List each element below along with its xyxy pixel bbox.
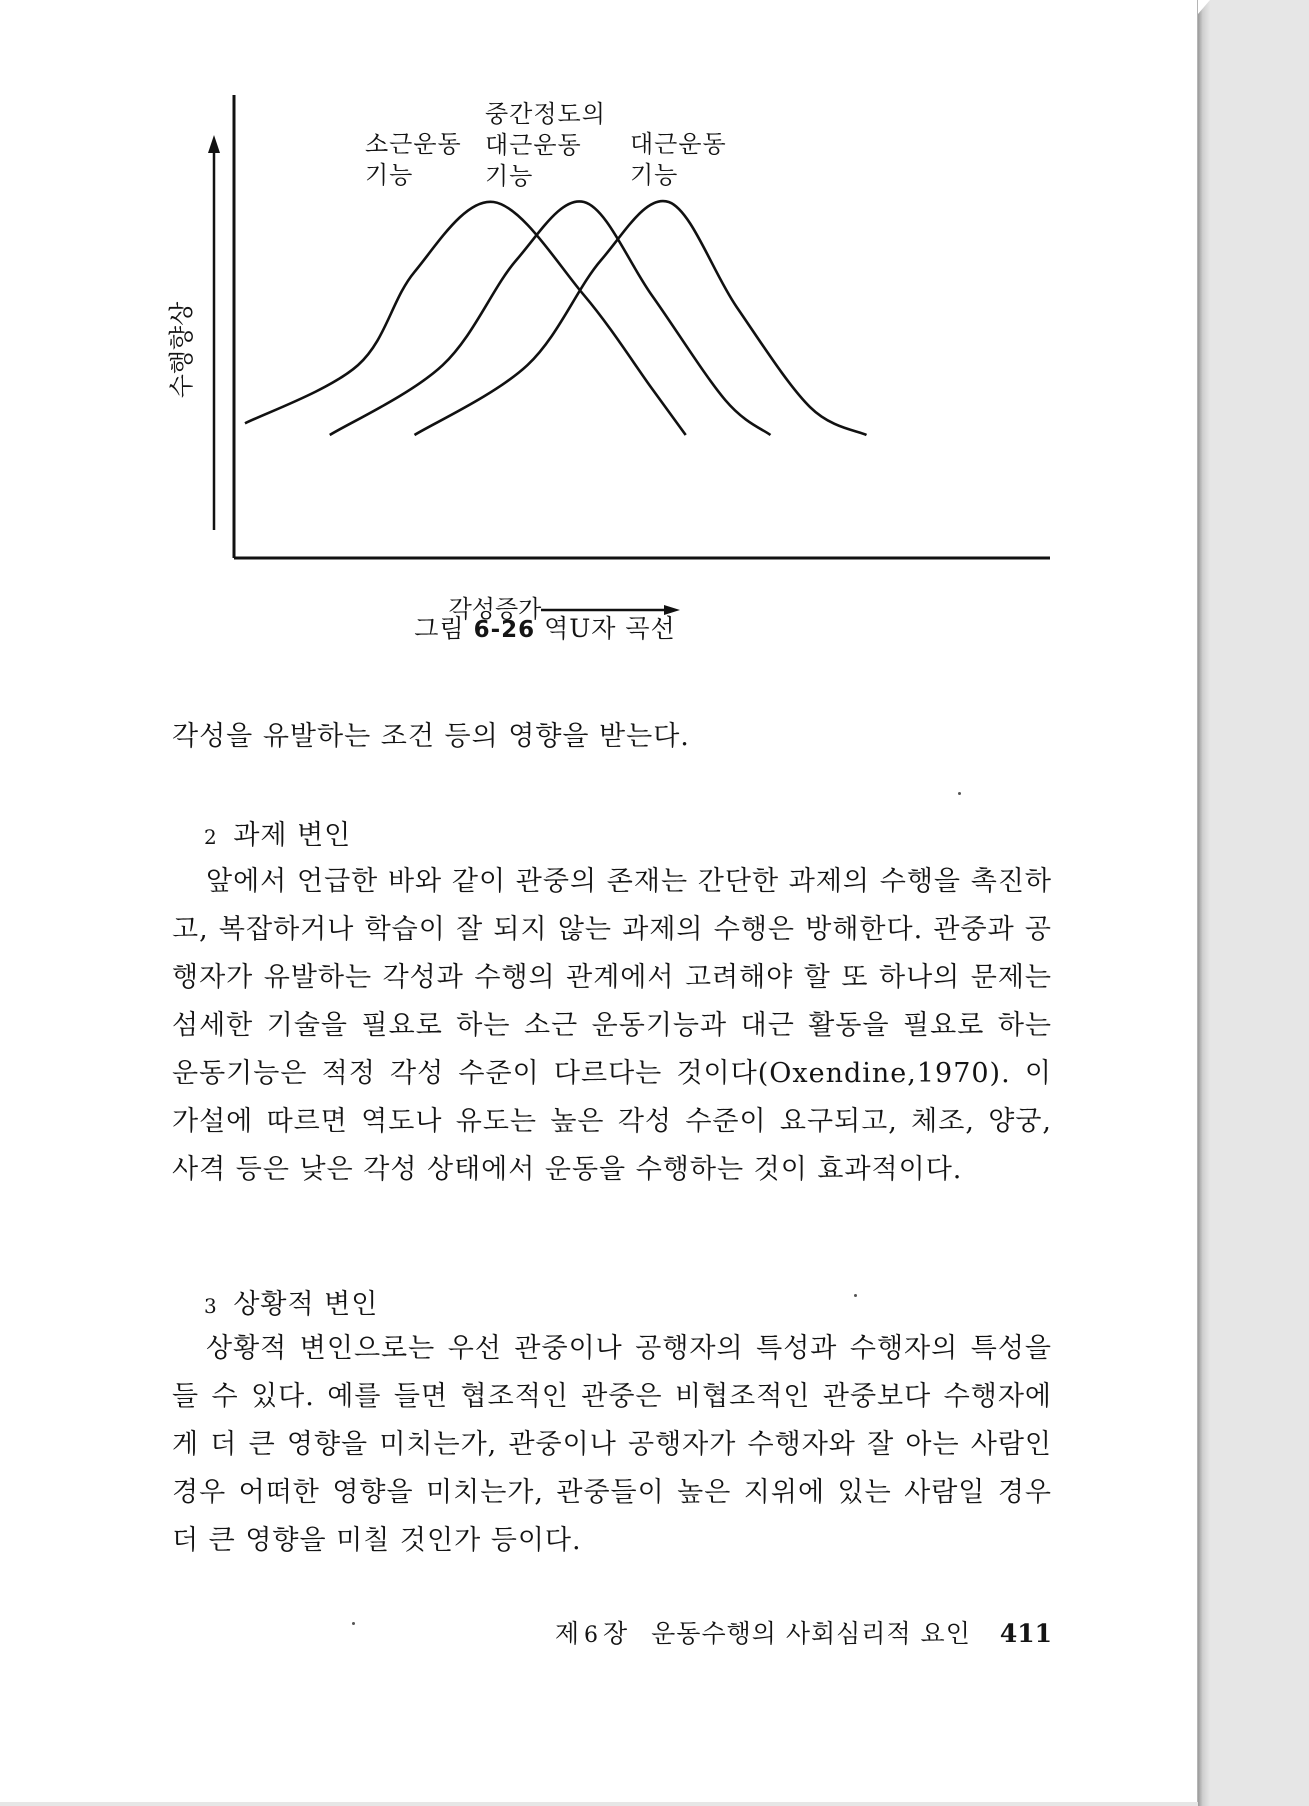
chapter-suffix: 장 — [603, 1619, 629, 1648]
speck — [958, 792, 961, 795]
section-2-body — [172, 858, 1052, 1194]
y-axis-label: 수행향상 — [167, 301, 196, 399]
paragraph-continue — [172, 713, 1052, 761]
curve-label-2-line-1: 중간정도의 — [485, 100, 606, 128]
caption-prefix: 그림 — [414, 614, 465, 643]
curve-label-1-line-2: 기능 — [365, 161, 414, 189]
curve-label-2-line-3: 기능 — [485, 162, 534, 190]
section-2-paragraph: 앞에서 언급한 바와 같이 관중의 존재는 간단한 과제의 수행을 촉진하고, 복잡하거나 학습이 잘 되지 않는 과제의 수행은 방해한다. 관중과 공행자가 유발하는 각성과 수행의 관계에서 고려해야 할 또 하나의 문제는 섬세한 기술을 필요로 하는 소근 운동기능과 대근 활동을 필요로 하는 운동기능은 적정 각성 수준이 다르다는 것이다(Oxendine,1970). 이 가설에 따르면 역도나 유도는 높은 각성 수준이 요구되고, 체조, 양궁, 사격 등은 낮은 각성 상태에서 운동을 수행하는 것이 효과적이다. — [172, 866, 1052, 1185]
curve-labels — [365, 100, 727, 190]
chapter-number: 6 — [584, 1623, 600, 1648]
caption-text: 역U자 곡선 — [544, 614, 676, 643]
curve-label-2-line-2: 대근운동 — [485, 131, 582, 159]
section-3-heading — [204, 1282, 378, 1321]
curve-series-3 — [415, 201, 867, 435]
section-3-number: 3 — [204, 1294, 218, 1318]
inverted-u-chart — [150, 95, 1070, 655]
curves — [245, 201, 867, 435]
figure-caption — [150, 609, 940, 645]
curve-label-3-line-1: 대근운동 — [630, 130, 727, 158]
curve-series-2 — [330, 201, 771, 435]
running-footer — [172, 1614, 1052, 1650]
chapter-title: 운동수행의 사회심리적 요인 — [651, 1619, 971, 1648]
section-3-body — [172, 1325, 1052, 1565]
speck — [352, 1622, 355, 1625]
chapter-prefix: 제 — [554, 1619, 581, 1648]
section-3-title: 상황적 변인 — [233, 1289, 379, 1320]
page-edge — [1198, 0, 1210, 1806]
section-2-heading — [204, 813, 351, 852]
page-number: 411 — [999, 1619, 1052, 1648]
speck — [854, 1294, 857, 1297]
y-axis-arrow-head — [208, 135, 220, 153]
section-3-paragraph: 상황적 변인으로는 우선 관중이나 공행자의 특성과 수행자의 특성을 들 수 있다. 예를 들면 협조적인 관중은 비협조적인 관중보다 수행자에게 더 큰 영향을 미치는가, 관중이나 공행자가 수행자와 잘 아는 사람인 경우 어떠한 영향을 미치는가, 관중들이 높은 지위에 있는 사람일 경우 더 큰 영향을 미칠 것인가 등이다. — [172, 1333, 1052, 1556]
caption-number: 6-26 — [473, 617, 536, 643]
section-2-number: 2 — [204, 825, 218, 849]
curve-label-1-line-1: 소근운동 — [365, 130, 462, 158]
paragraph-text: 각성을 유발하는 조건 등의 영향을 받는다. — [172, 721, 690, 752]
curve-label-3-line-2: 기능 — [630, 161, 679, 189]
section-2-title: 과제 변인 — [233, 820, 352, 851]
x-axis-label: 각성증가 — [448, 595, 542, 623]
